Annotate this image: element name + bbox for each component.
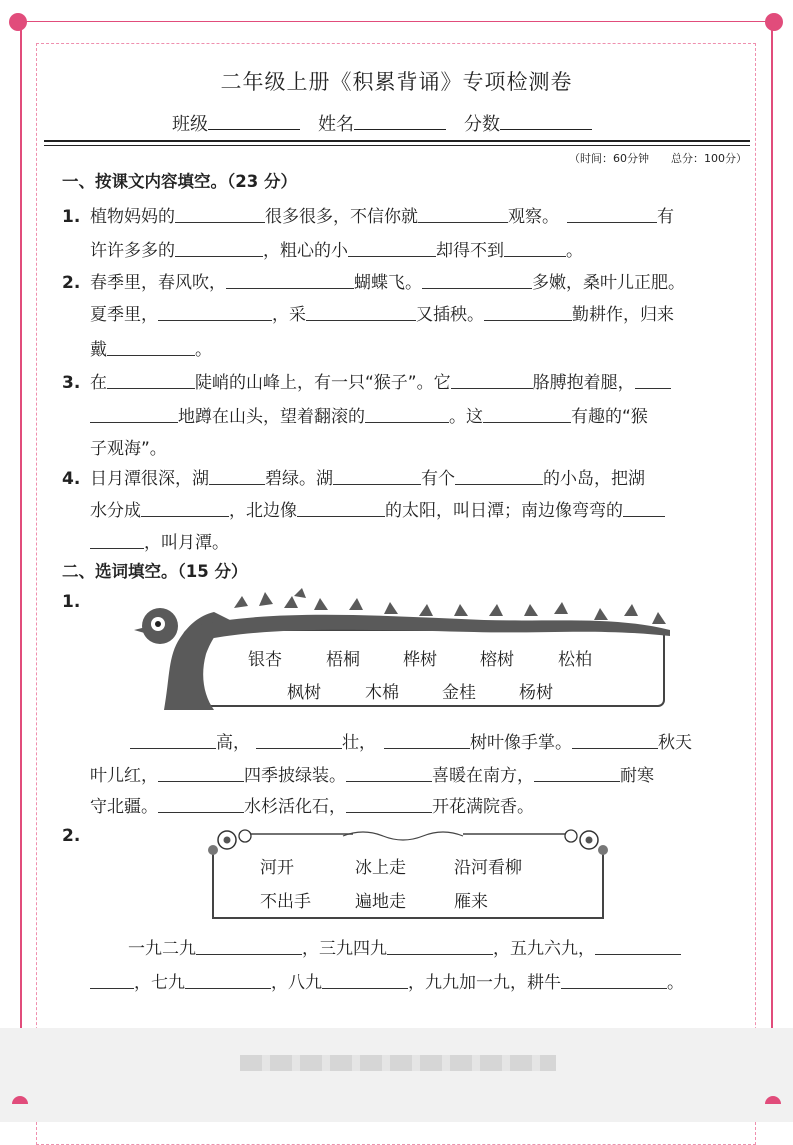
text: 。 [667, 973, 684, 993]
blank-field[interactable] [504, 240, 566, 257]
blank-field[interactable] [348, 240, 436, 257]
text: 壮， [342, 733, 376, 753]
blank-field[interactable] [90, 972, 134, 989]
text: 碧绿。湖 [265, 469, 333, 489]
text: 许许多多的 [90, 241, 175, 261]
blank-field[interactable] [90, 532, 144, 549]
word-option: 河开 [260, 858, 294, 878]
text: 叶儿红， [90, 766, 158, 786]
q3-line3 [90, 434, 167, 459]
q2-line2 [90, 300, 674, 325]
blank-field[interactable] [623, 500, 665, 517]
q4-line3 [90, 528, 229, 553]
q3-number: 3. [62, 373, 81, 393]
blank-field[interactable] [175, 240, 263, 257]
text: 春季里，春风吹， [90, 273, 226, 293]
text: 日月潭很深，湖 [90, 469, 209, 489]
text: 又插秧。 [416, 305, 484, 325]
blank-field[interactable] [256, 732, 342, 749]
text: ，九九加一九，耕牛 [408, 973, 561, 993]
q2-number: 2. [62, 273, 81, 293]
text: 。 [195, 340, 212, 360]
frame-scroll-icon [343, 832, 463, 840]
bird-beak-icon [134, 626, 150, 634]
blank-field[interactable] [346, 796, 432, 813]
text: 植物妈妈的 [90, 207, 175, 227]
blank-field[interactable] [422, 272, 532, 289]
text: 喜暖在南方， [432, 766, 534, 786]
blank-field[interactable] [297, 500, 385, 517]
text: ，北边像 [229, 501, 297, 521]
word-option: 木棉 [365, 683, 399, 703]
text: 地蹲在山头，望着翻滚的 [178, 407, 365, 427]
blank-field[interactable] [306, 304, 416, 321]
text: 蝴蝶飞。 [354, 273, 422, 293]
blank-field[interactable] [141, 500, 229, 517]
word-option: 沿河看柳 [454, 858, 522, 878]
text: 有 [657, 207, 674, 227]
text: 勤耕作，归来 [572, 305, 674, 325]
text: 的太阳，叫日潭；南边像弯弯的 [385, 501, 623, 521]
blank-field[interactable] [226, 272, 354, 289]
blank-field[interactable] [365, 406, 449, 423]
exam-meta: （时间：60分钟 总分：100分） [569, 152, 747, 165]
text: 胳膊抱着腿， [532, 373, 635, 393]
q3-line1 [62, 368, 671, 393]
s2-q1-line1 [130, 728, 692, 753]
text: 秋天 [658, 733, 692, 753]
text: 多嫩，桑叶儿正肥。 [532, 273, 685, 293]
blank-field[interactable] [175, 206, 265, 223]
q1-line2 [90, 236, 583, 261]
score-field[interactable] [500, 129, 592, 130]
blank-field[interactable] [185, 972, 271, 989]
corner-dot-left [9, 13, 27, 31]
class-field[interactable] [208, 129, 300, 130]
blank-field[interactable] [346, 765, 432, 782]
text: 树叶像手掌。 [470, 733, 572, 753]
text: 高， [216, 733, 250, 753]
blank-field[interactable] [483, 406, 571, 423]
corner-dot-right [765, 13, 783, 31]
text: 观察。 [508, 207, 559, 227]
name-label: 姓名 [318, 114, 354, 135]
q3-line2 [90, 402, 648, 427]
blank-field[interactable] [484, 304, 572, 321]
bird-pupil-icon [155, 621, 161, 627]
text: 有趣的“猴 [571, 407, 648, 427]
blank-field[interactable] [455, 468, 543, 485]
s2-q2-line1 [128, 934, 681, 959]
student-info-row [172, 110, 592, 136]
text: ，叫月潭。 [144, 533, 229, 553]
text: ，八九 [271, 973, 322, 993]
footer-strip [0, 1028, 793, 1122]
text: 守北疆。 [90, 797, 158, 817]
text: 的小岛，把湖 [543, 469, 645, 489]
blank-field[interactable] [107, 372, 195, 389]
blank-field[interactable] [158, 304, 272, 321]
word-option: 枫树 [287, 683, 321, 703]
blank-field[interactable] [107, 339, 195, 356]
blank-field[interactable] [333, 468, 421, 485]
text: 一九二九 [128, 939, 196, 959]
header-rule-thin [44, 145, 750, 146]
blank-field[interactable] [384, 732, 470, 749]
text: 却得不到 [436, 241, 504, 261]
blank-field[interactable] [567, 206, 657, 223]
word-option: 榕树 [480, 650, 514, 670]
top-border-line [22, 21, 771, 22]
text: 。 [566, 241, 583, 261]
blank-field[interactable] [209, 468, 265, 485]
blank-field[interactable] [158, 765, 244, 782]
word-option: 梧桐 [326, 650, 360, 670]
text: 夏季里， [90, 305, 158, 325]
blank-field[interactable] [534, 765, 620, 782]
q1-number: 1. [62, 207, 81, 227]
header-rule-thick [44, 140, 750, 142]
blank-field[interactable] [158, 796, 244, 813]
blank-field[interactable] [322, 972, 408, 989]
s2-q1-number: 1. [62, 592, 81, 612]
word-option: 金桂 [442, 683, 476, 703]
q2-line3 [90, 335, 212, 360]
text: ，五九六九， [493, 939, 595, 959]
q4-line2 [90, 496, 665, 521]
section1-heading: 一、按课文内容填空。（23 分） [62, 172, 297, 191]
blank-field[interactable] [595, 938, 681, 955]
word-option: 松柏 [558, 650, 592, 670]
blank-field[interactable] [387, 938, 493, 955]
blank-field[interactable] [90, 406, 178, 423]
score-label: 分数 [464, 114, 500, 135]
text: ，采 [272, 305, 306, 325]
text: 陡峭的山峰上，有一只“猴子”。它 [195, 373, 451, 393]
q4-number: 4. [62, 469, 81, 489]
word-option: 不出手 [260, 892, 311, 912]
text: ，粗心的小 [263, 241, 348, 261]
blank-field[interactable] [418, 206, 508, 223]
word-option: 杨树 [519, 683, 553, 703]
q2-line1 [62, 268, 685, 293]
s2-q2-line2 [90, 968, 684, 993]
q4-line1 [62, 464, 645, 489]
text: ，三九四九 [302, 939, 387, 959]
section2-heading: 二、选词填空。（15 分） [62, 562, 248, 581]
text: 四季披绿装。 [244, 766, 346, 786]
text: 在 [90, 373, 107, 393]
q1-line1 [62, 202, 674, 227]
blank-field[interactable] [130, 732, 216, 749]
word-option: 雁来 [454, 892, 488, 912]
page-title: 二年级上册《积累背诵》专项检测卷 [220, 70, 573, 94]
blank-field[interactable] [196, 938, 302, 955]
text: 水分成 [90, 501, 141, 521]
text: 开花满院香。 [432, 797, 534, 817]
text: 很多很多，不信你就 [265, 207, 418, 227]
word-option: 桦树 [403, 650, 437, 670]
blank-field[interactable] [561, 972, 667, 989]
blank-field[interactable] [572, 732, 658, 749]
blurred-watermark [240, 1055, 556, 1071]
text: 子观海”。 [90, 439, 167, 459]
word-option: 银杏 [248, 650, 282, 670]
text: 水杉活化石， [244, 797, 346, 817]
text: 有个 [421, 469, 455, 489]
s2-q1-line3 [90, 792, 534, 817]
right-border-line [771, 22, 773, 1122]
text: 耐寒 [620, 766, 654, 786]
text: 戴 [90, 340, 107, 360]
s2-q1-line2 [90, 761, 654, 786]
s2-q2-number: 2. [62, 826, 81, 846]
text: 。这 [449, 407, 483, 427]
name-field[interactable] [354, 129, 446, 130]
class-label: 班级 [172, 114, 208, 135]
blank-field[interactable] [451, 372, 533, 389]
word-option: 冰上走 [355, 858, 406, 878]
word-option: 遍地走 [355, 892, 406, 912]
blank-field[interactable] [635, 372, 671, 389]
text: ，七九 [134, 973, 185, 993]
left-border-line [20, 22, 22, 1122]
